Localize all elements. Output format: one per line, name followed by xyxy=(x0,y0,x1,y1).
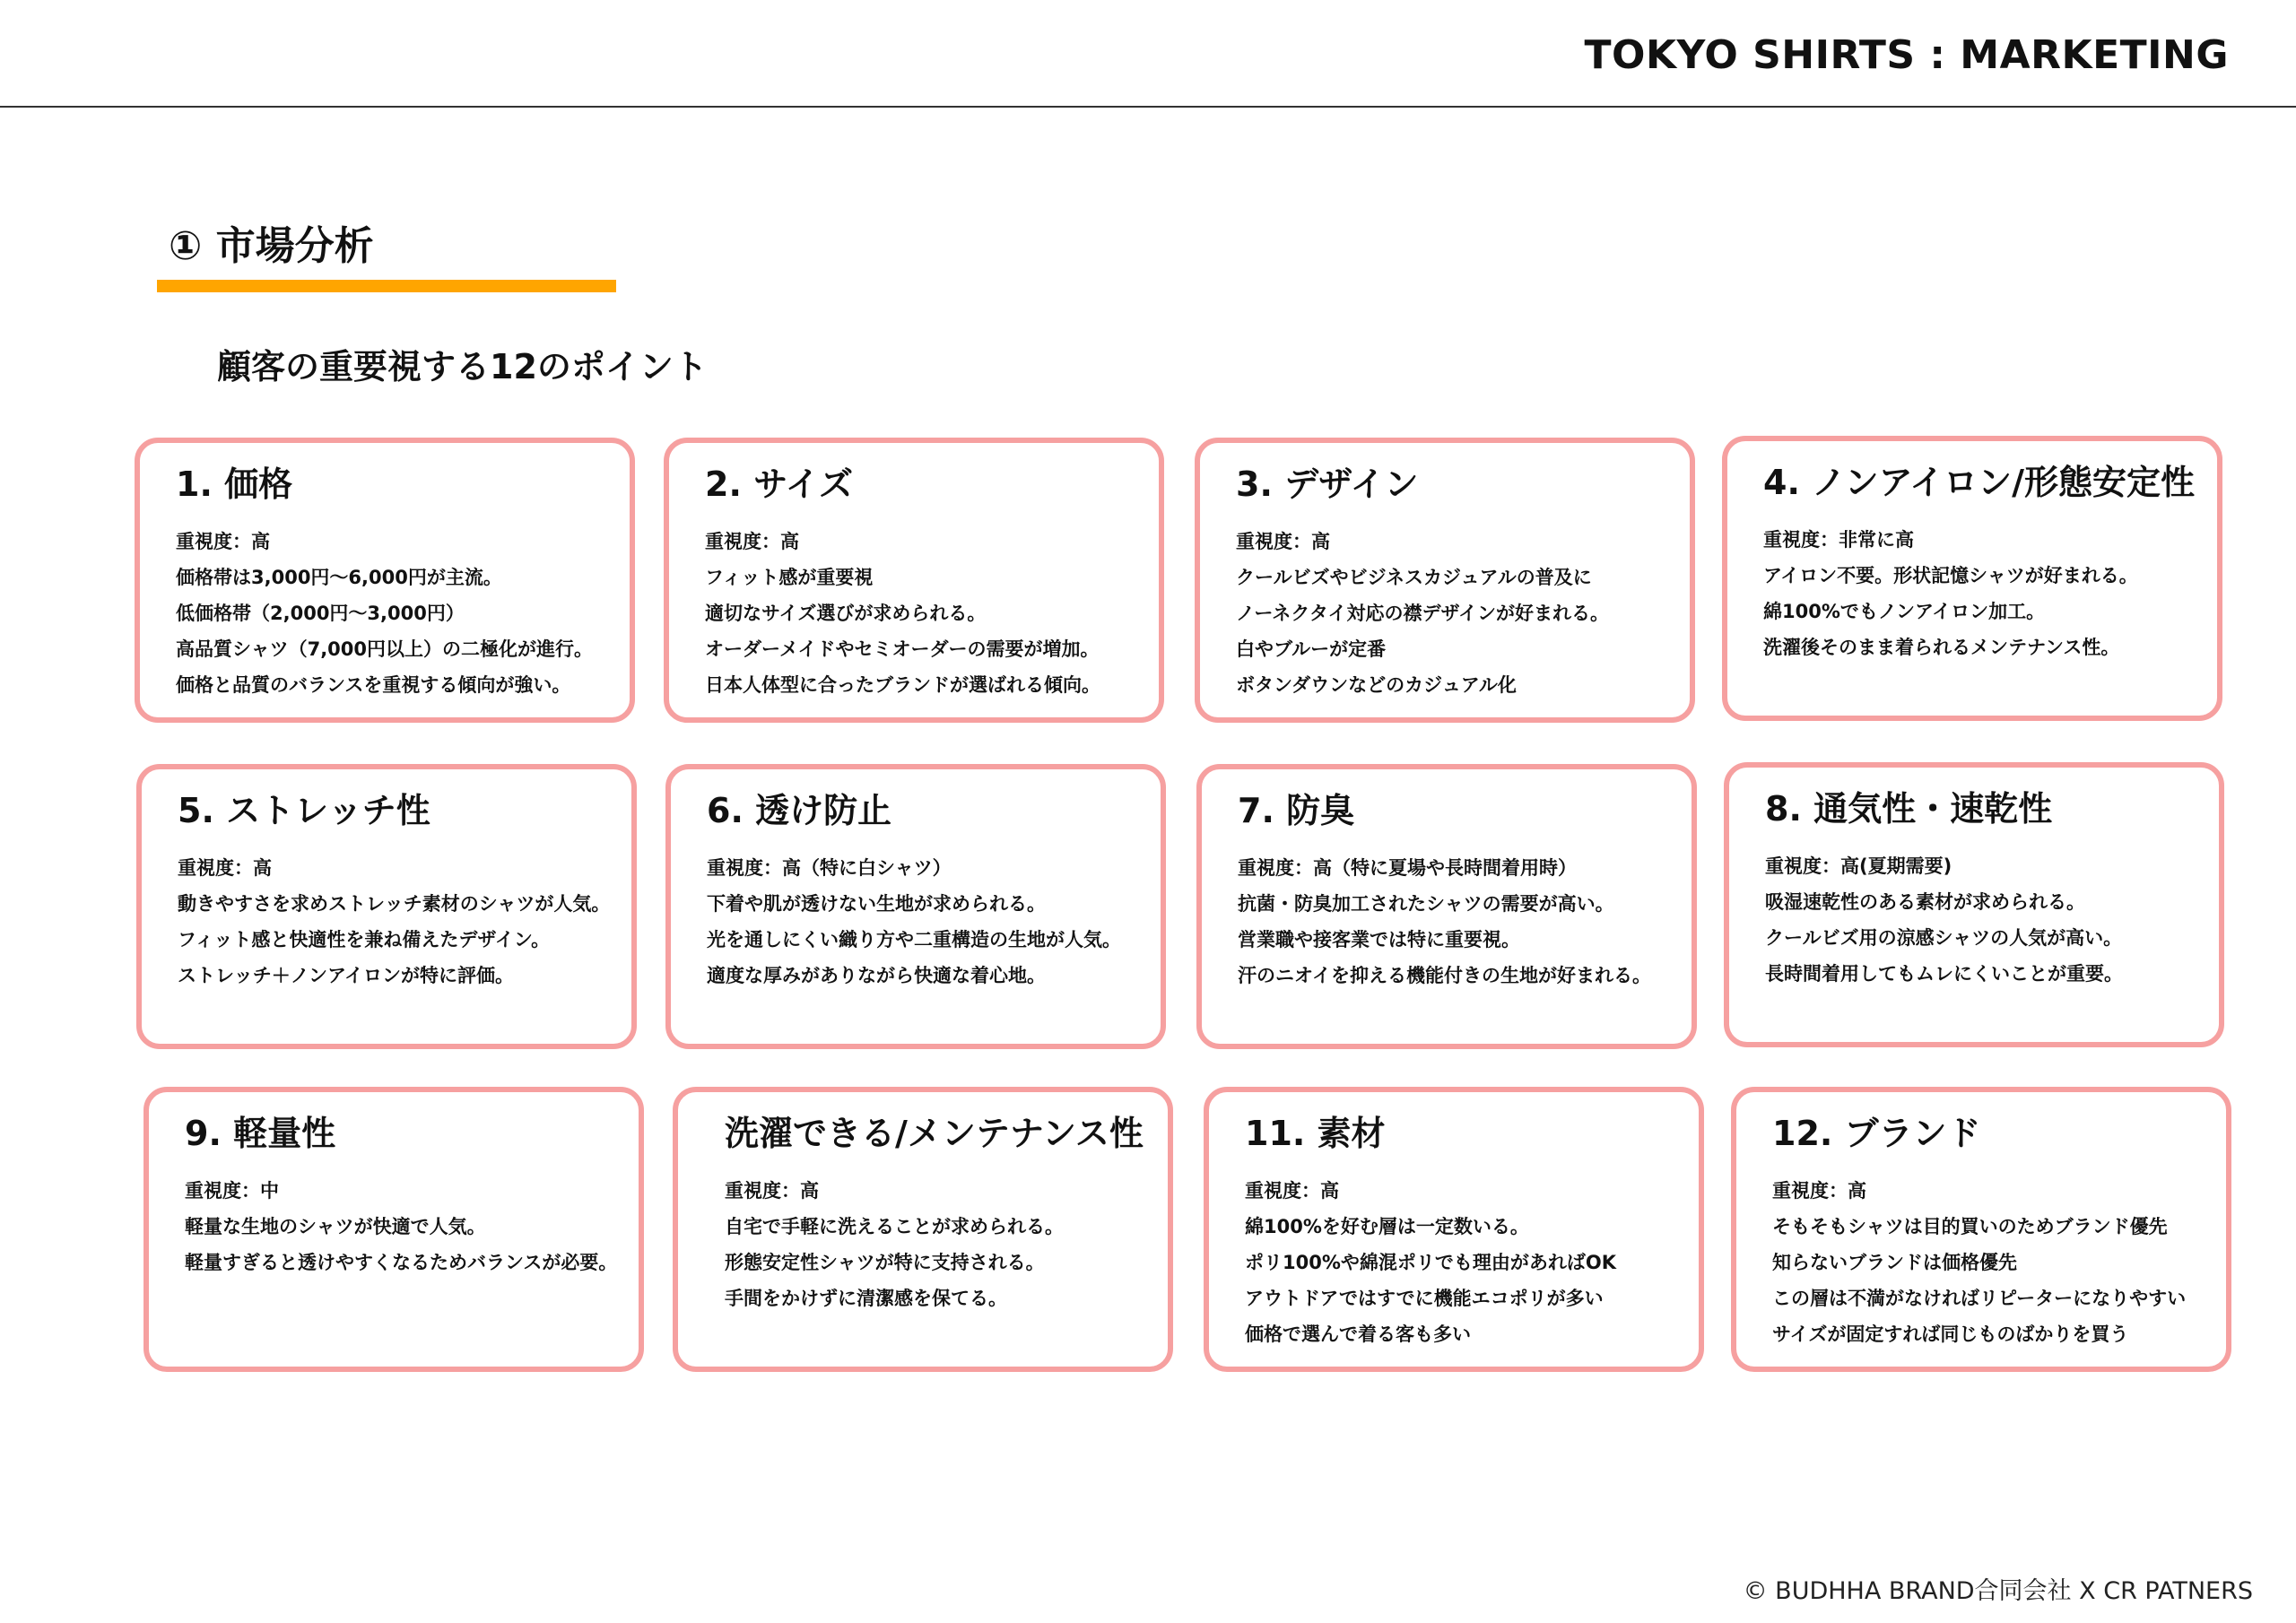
point-card-text: 高品質シャツ（7,000円以上）の二極化が進行。 xyxy=(176,638,594,660)
point-card-text: 白やブルーが定番 xyxy=(1236,638,1387,660)
point-card xyxy=(665,764,1166,1049)
point-card xyxy=(144,1087,644,1372)
point-card-text: クールビズやビジネスカジュアルの普及に xyxy=(1236,567,1592,588)
point-card-text: 下着や肌が透けない生地が求められる。 xyxy=(707,893,1046,915)
point-card-text: 長時間着用してもムレにくいことが重要。 xyxy=(1765,963,2123,985)
point-card-text: 自宅で手軽に洗えることが求められる。 xyxy=(725,1216,1064,1237)
point-card-title: 6. 透け防止 xyxy=(707,791,892,830)
point-card-text: そもそもシャツは目的買いのためブランド優先 xyxy=(1772,1216,2168,1237)
point-card-importance: 重視度：高（特に夏場や長時間着用時） xyxy=(1238,857,1577,879)
point-card-text: 低価格帯（2,000円〜3,000円） xyxy=(176,603,465,624)
point-card-importance: 重視度：高 xyxy=(1236,531,1330,552)
footer-copyright: © BUDHHA BRAND合同会社 X CR PATNERS xyxy=(1743,1577,2253,1605)
point-card-text: 価格で選んで着る客も多い xyxy=(1245,1324,1471,1345)
point-card xyxy=(1196,764,1697,1049)
point-card-importance: 重視度：高（特に白シャツ） xyxy=(707,857,952,879)
point-card-importance: 重視度：非常に高 xyxy=(1763,529,1914,551)
point-card-text: 綿100%でもノンアイロン加工。 xyxy=(1763,601,2046,622)
point-card-title: 1. 価格 xyxy=(176,464,293,504)
point-card-text: ノーネクタイ対応の襟デザインが好まれる。 xyxy=(1236,603,1610,624)
point-card xyxy=(1731,1087,2231,1372)
point-card-text: フィット感が重要視 xyxy=(705,567,874,588)
point-card-text: 光を通しにくい織り方や二重構造の生地が人気。 xyxy=(707,929,1121,950)
point-card-text: 価格と品質のバランスを重視する傾向が強い。 xyxy=(176,674,571,696)
point-card-title: 5. ストレッチ性 xyxy=(178,791,430,830)
point-card-importance: 重視度：高(夏期需要) xyxy=(1765,855,1952,877)
point-card-text: 形態安定性シャツが特に支持される。 xyxy=(725,1252,1045,1273)
point-card xyxy=(673,1087,1173,1372)
point-card-title: 3. デザイン xyxy=(1236,464,1419,504)
point-card-importance: 重視度：高 xyxy=(178,857,272,879)
point-card-title: 8. 通気性・速乾性 xyxy=(1765,789,2053,829)
point-card-text: 綿100%を好む層は一定数いる。 xyxy=(1245,1216,1529,1237)
point-card-text: アイロン不要。形状記憶シャツが好まれる。 xyxy=(1763,565,2138,586)
point-card-text: クールビズ用の涼感シャツの人気が高い。 xyxy=(1765,927,2123,949)
section-subtitle: 顧客の重要視する12のポイント xyxy=(217,347,708,386)
point-card-text: 適度な厚みがありながら快適な着心地。 xyxy=(707,965,1046,986)
point-card-text: 洗濯後そのまま着られるメンテナンス性。 xyxy=(1763,637,2120,658)
point-card-title: 12. ブランド xyxy=(1772,1114,1981,1153)
point-card-text: 軽量な生地のシャツが快適で人気。 xyxy=(185,1216,486,1237)
point-card-title: 9. 軽量性 xyxy=(185,1114,336,1153)
point-card xyxy=(1724,762,2224,1047)
point-card-text: フィット感と快適性を兼ね備えたデザイン。 xyxy=(178,929,551,950)
header-brand-title: TOKYO SHIRTS : MARKETING xyxy=(1584,32,2229,78)
point-card xyxy=(1195,438,1695,723)
point-card-importance: 重視度：高 xyxy=(176,531,270,552)
point-card-text: 吸湿速乾性のある素材が求められる。 xyxy=(1765,891,2085,913)
point-card xyxy=(136,764,637,1049)
point-card-text: 汗のニオイを抑える機能付きの生地が好まれる。 xyxy=(1238,965,1651,986)
point-card-importance: 重視度：高 xyxy=(705,531,799,552)
point-card-text: アウトドアではすでに機能エコポリが多い xyxy=(1245,1288,1604,1309)
point-card-text: 営業職や接客業では特に重要視。 xyxy=(1238,929,1520,950)
point-card-text: この層は不満がなければリピーターになりやすい xyxy=(1772,1288,2187,1309)
point-card xyxy=(135,438,635,723)
point-card-importance: 重視度：高 xyxy=(1772,1180,1866,1202)
point-card-importance: 重視度：中 xyxy=(185,1180,279,1202)
point-card-title: 洗濯できる/メンテナンス性 xyxy=(725,1114,1144,1153)
point-card-text: 日本人体型に合ったブランドが選ばれる傾向。 xyxy=(705,674,1100,696)
point-card-title: 7. 防臭 xyxy=(1238,791,1355,830)
point-card-text: 手間をかけずに清潔感を保てる。 xyxy=(725,1288,1007,1309)
section-title: ① 市場分析 xyxy=(169,223,374,269)
point-card-title: 2. サイズ xyxy=(705,464,854,504)
point-card-title: 11. 素材 xyxy=(1245,1114,1386,1153)
point-card-text: 価格帯は3,000円〜6,000円が主流。 xyxy=(176,567,502,588)
point-card-text: サイズが固定すれば同じものばかりを買う xyxy=(1772,1324,2129,1345)
point-card-text: 動きやすさを求めストレッチ素材のシャツが人気。 xyxy=(178,893,611,915)
point-card xyxy=(664,438,1164,723)
point-card xyxy=(1722,436,2222,721)
point-card-text: オーダーメイドやセミオーダーの需要が増加。 xyxy=(705,638,1100,660)
point-card-text: ボタンダウンなどのカジュアル化 xyxy=(1236,674,1517,696)
point-card-title: 4. ノンアイロン/形態安定性 xyxy=(1763,463,2196,502)
point-card-text: 知らないブランドは価格優先 xyxy=(1772,1252,2017,1273)
point-card-text: 適切なサイズ選びが求められる。 xyxy=(705,603,987,624)
point-card-text: 抗菌・防臭加工されたシャツの需要が高い。 xyxy=(1238,893,1614,915)
point-card-text: 軽量すぎると透けやすくなるためバランスが必要。 xyxy=(185,1252,618,1273)
section-title-underline xyxy=(157,280,616,292)
point-card xyxy=(1204,1087,1704,1372)
point-card-importance: 重視度：高 xyxy=(1245,1180,1339,1202)
point-card-importance: 重視度：高 xyxy=(725,1180,819,1202)
point-card-text: ポリ100%や綿混ポリでも理由があればOK xyxy=(1245,1252,1617,1273)
header-divider xyxy=(0,106,2296,108)
point-card-text: ストレッチ＋ノンアイロンが特に評価。 xyxy=(178,965,515,986)
